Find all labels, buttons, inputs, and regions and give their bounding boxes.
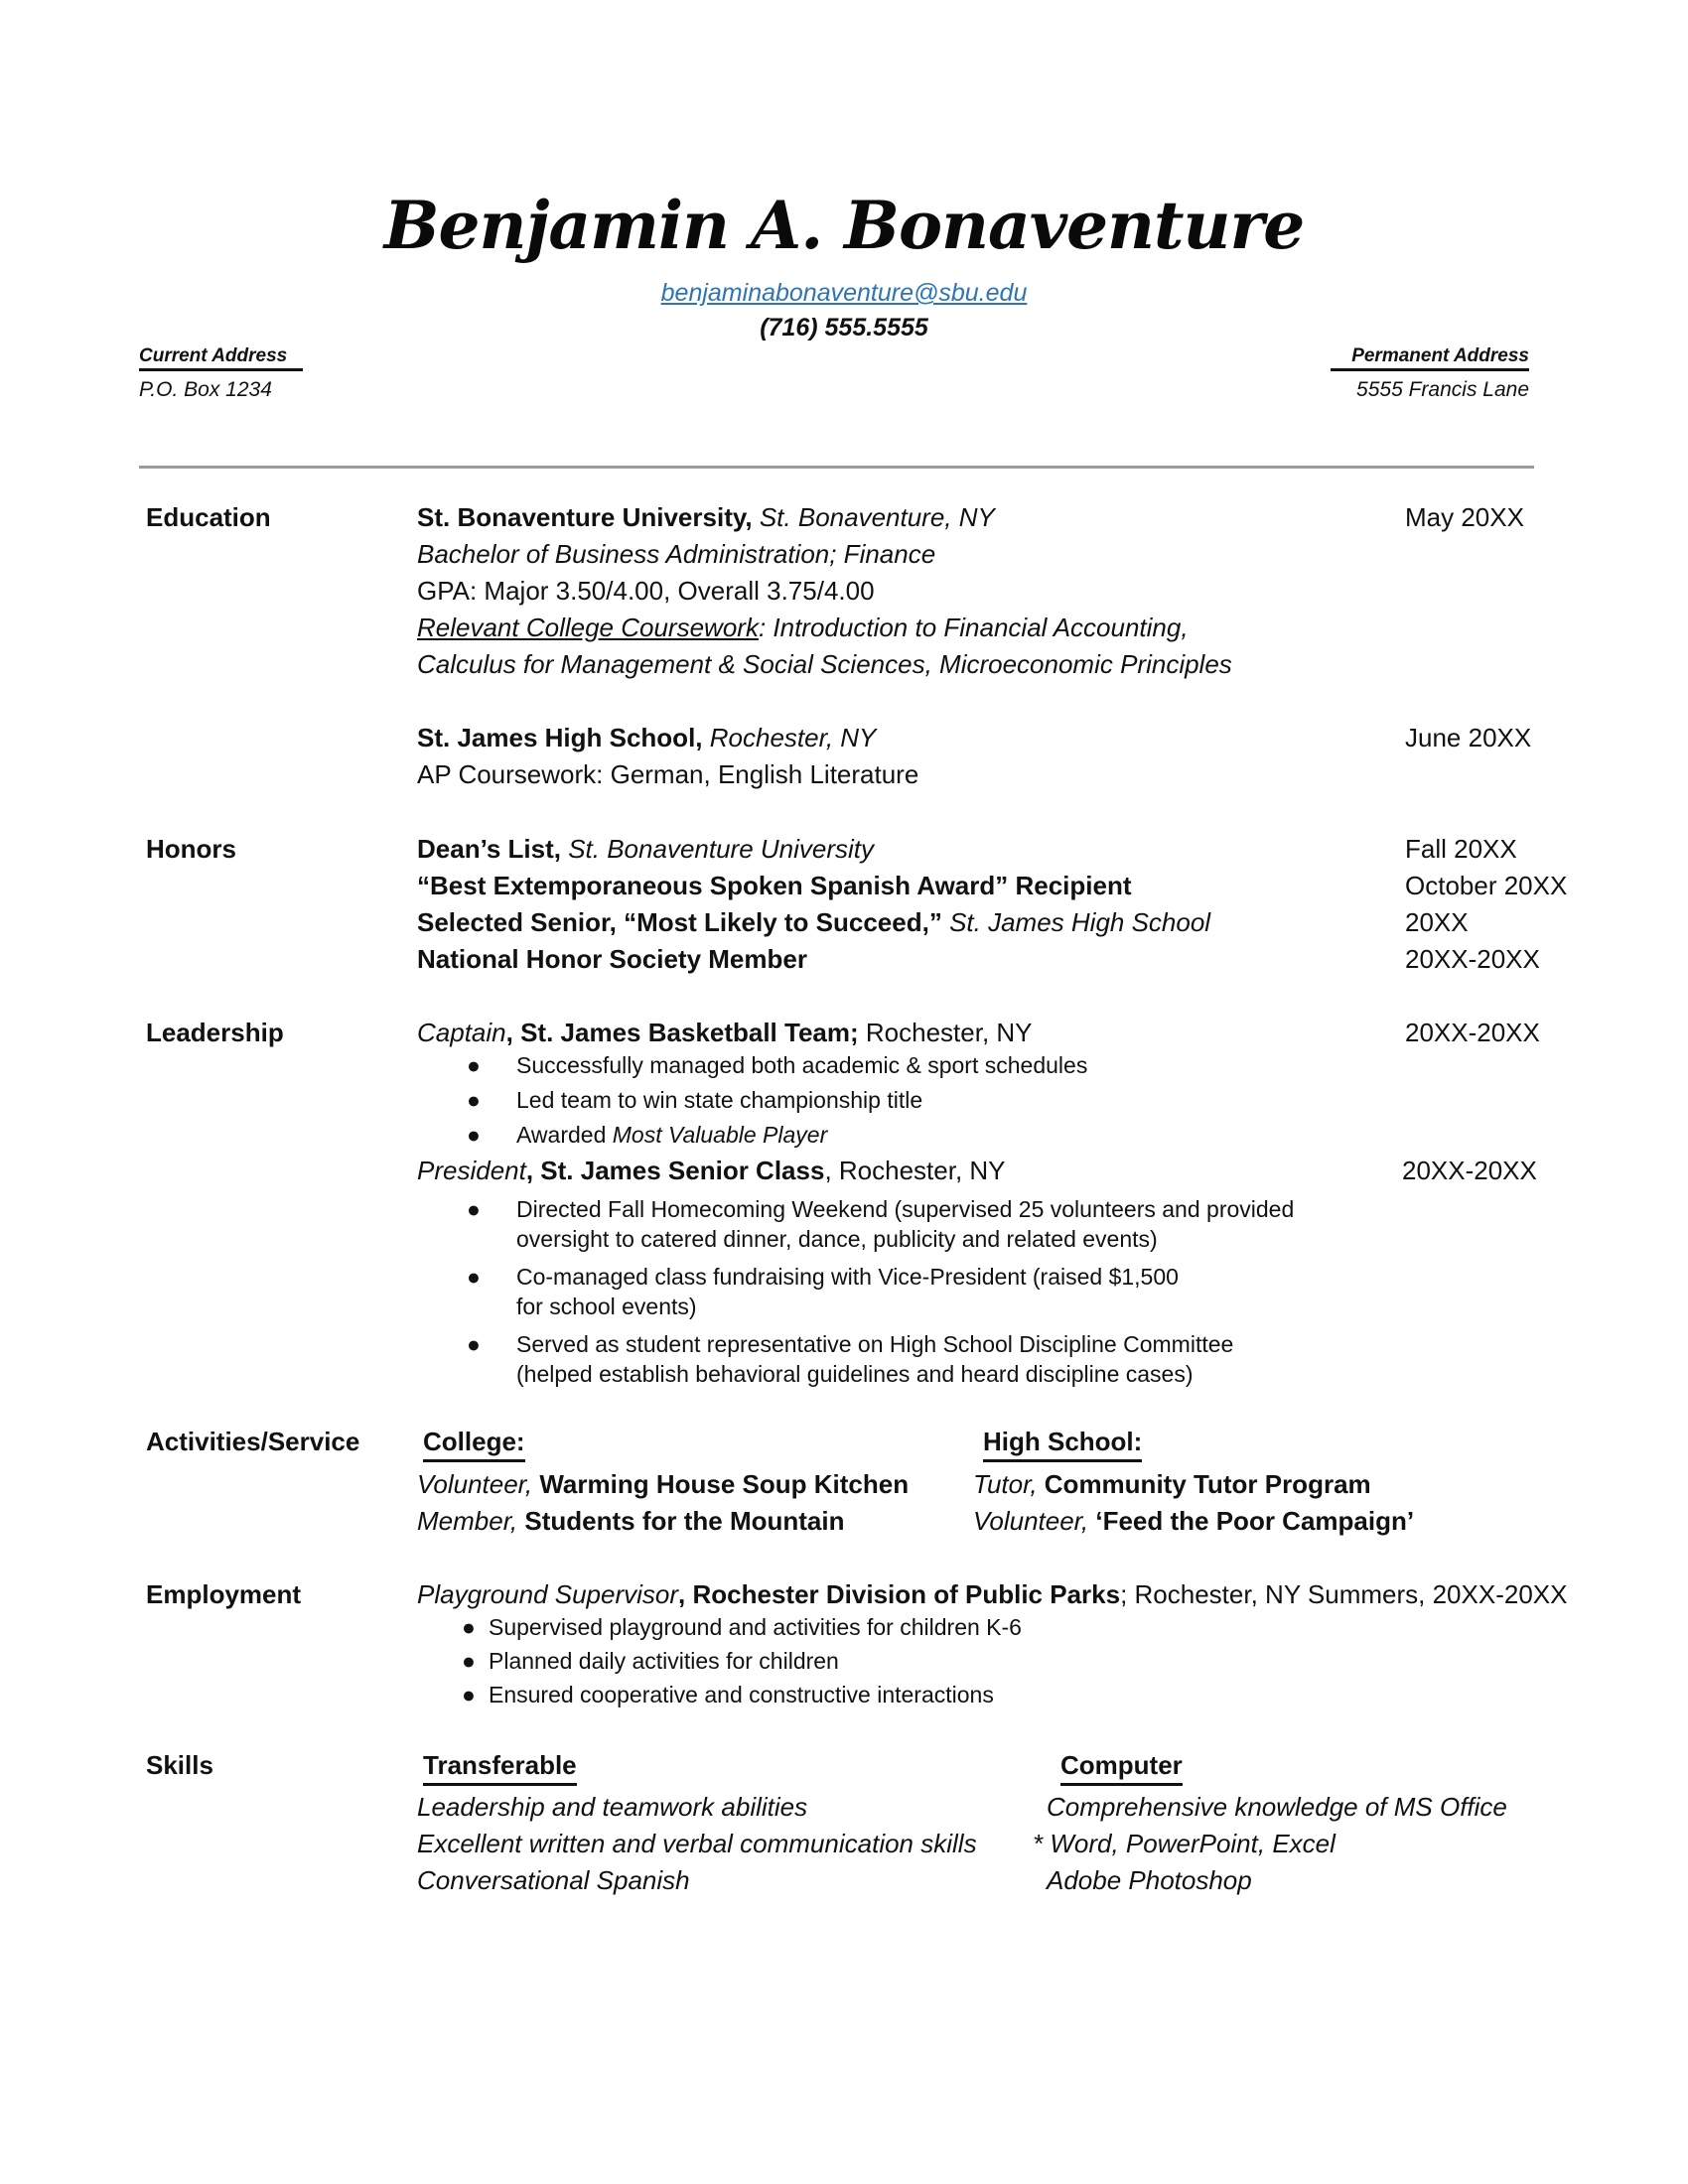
computer-skill: Comprehensive knowledge of MS Office (1047, 1792, 1507, 1822)
education-school-2 (417, 723, 876, 753)
leadership-bullet-cont: oversight to catered dinner, dance, publicity and related events) (516, 1226, 1158, 1252)
honor-detail: St. James High School (949, 907, 1211, 937)
honor-title: Dean’s List, (417, 834, 561, 864)
bullet-icon: ● (467, 1331, 481, 1357)
leadership-bullet (516, 1122, 827, 1149)
honor-item: National Honor Society Member (417, 944, 807, 974)
activity-org: ‘Feed the Poor Campaign’ (1095, 1506, 1415, 1536)
education-school-1 (417, 502, 995, 533)
school-location: Rochester, NY (709, 723, 877, 752)
header-divider (139, 466, 1534, 469)
activity-role: Volunteer, (973, 1506, 1089, 1536)
honor-item: “Best Extemporaneous Spoken Spanish Award” Recipient (417, 871, 1132, 900)
employer: Rochester Division of Public Parks (692, 1579, 1121, 1609)
ap-coursework: AP Coursework: German, English Literature (417, 759, 919, 789)
honor-date: October 20XX (1405, 871, 1568, 900)
bullet-icon: ● (467, 1052, 481, 1078)
coursework-label: Relevant College Coursework (417, 613, 759, 642)
honor-detail: St. Bonaventure University (568, 834, 875, 864)
education-date-1: May 20XX (1405, 502, 1524, 532)
email-link[interactable]: benjaminabonaventure@sbu.edu (660, 279, 1028, 307)
computer-skill: Adobe Photoshop (1047, 1865, 1252, 1895)
activity-org: Warming House Soup Kitchen (539, 1469, 910, 1499)
honor-date: 20XX (1405, 907, 1469, 937)
phone-number: (716) 555.5555 (760, 314, 928, 341)
leadership-bullet: Co-managed class fundraising with Vice-President (raised $1,500 (516, 1264, 1179, 1290)
section-label-activities: Activities/Service (146, 1427, 360, 1456)
college-heading: College: (423, 1427, 525, 1462)
activity-org: Community Tutor Program (1044, 1469, 1371, 1499)
permanent-address: 5555 Francis Lane (1356, 378, 1529, 401)
honor-date: 20XX-20XX (1405, 944, 1540, 974)
employment-bullet: Planned daily activities for children (489, 1648, 839, 1674)
bullet-icon: ● (467, 1196, 481, 1222)
honor-item (417, 834, 874, 865)
college-activity (417, 1506, 844, 1537)
bullet-italic: Most Valuable Player (612, 1122, 828, 1148)
gpa: GPA: Major 3.50/4.00, Overall 3.75/4.00 (417, 576, 875, 606)
activity-org: Students for the Mountain (524, 1506, 845, 1536)
bullet-icon: ● (462, 1614, 476, 1640)
employment-location-dates: ; Rochester, NY Summers, 20XX-20XX (1120, 1579, 1568, 1609)
role-title: Captain (417, 1018, 506, 1047)
section-label-skills: Skills (146, 1750, 213, 1780)
role-title: President (417, 1156, 526, 1185)
computer-skill: * Word, PowerPoint, Excel (1033, 1829, 1336, 1858)
honor-title: Selected Senior, “Most Likely to Succeed,” (417, 907, 942, 937)
leadership-date-1: 20XX-20XX (1405, 1018, 1540, 1047)
bullet-icon: ● (467, 1122, 481, 1148)
role-org: St. James Basketball Team; (520, 1018, 859, 1047)
bullet-icon: ● (462, 1682, 476, 1707)
current-address: P.O. Box 1234 (139, 378, 272, 401)
candidate-name: Benjamin A. Bonaventure (383, 187, 1305, 264)
transferable-skill: Excellent written and verbal communication skills (417, 1829, 977, 1858)
honor-date: Fall 20XX (1405, 834, 1517, 864)
section-label-leadership: Leadership (146, 1018, 284, 1047)
section-label-employment: Employment (146, 1579, 302, 1609)
school-location: St. Bonaventure, NY (759, 502, 995, 532)
role-location: Rochester, NY (858, 1018, 1033, 1047)
education-date-2: June 20XX (1405, 723, 1532, 752)
role-org: St. James Senior Class (540, 1156, 825, 1185)
section-label-honors: Honors (146, 834, 236, 864)
leadership-bullet: Successfully managed both academic & sport schedules (516, 1052, 1088, 1078)
employment-bullet: Ensured cooperative and constructive interactions (489, 1682, 994, 1707)
high-school-activity (973, 1469, 1371, 1500)
high-school-heading: High School: (983, 1427, 1142, 1462)
current-address-label: Current Address (139, 345, 303, 371)
transferable-skill: Conversational Spanish (417, 1865, 690, 1895)
transferable-skill: Leadership and teamwork abilities (417, 1792, 808, 1822)
leadership-date-2: 20XX-20XX (1402, 1156, 1537, 1185)
high-school-activity (973, 1506, 1414, 1537)
leadership-role-1: Captain, St. James Basketball Team; Rochester, NY (417, 1018, 1033, 1047)
employment-entry: Playground Supervisor, Rochester Division of Public Parks; Rochester, NY Summers, 20XX-20XX (417, 1579, 1568, 1609)
leadership-bullet: Directed Fall Homecoming Weekend (supervised 25 volunteers and provided (516, 1196, 1295, 1222)
job-title: Playground Supervisor (417, 1579, 679, 1609)
school-name: St. Bonaventure University, (417, 502, 753, 532)
permanent-address-label: Permanent Address (1331, 345, 1529, 371)
leadership-bullet-cont: for school events) (516, 1294, 697, 1319)
transferable-heading: Transferable (423, 1750, 577, 1786)
school-name: St. James High School, (417, 723, 703, 752)
email-line (0, 279, 1688, 308)
coursework-line-1 (417, 613, 1189, 643)
leadership-bullet-cont: (helped establish behavioral guidelines and heard discipline cases) (516, 1361, 1194, 1387)
activity-role: Member, (417, 1506, 518, 1536)
role-location: , Rochester, NY (824, 1156, 1006, 1185)
coursework-line-2: Calculus for Management & Social Sciences, Microeconomic Principles (417, 649, 1232, 679)
college-activity (417, 1469, 909, 1500)
coursework-text: : Introduction to Financial Accounting, (758, 613, 1189, 642)
degree: Bachelor of Business Administration; Finance (417, 539, 936, 569)
bullet-icon: ● (462, 1648, 476, 1674)
bullet-icon: ● (467, 1087, 481, 1113)
leadership-bullet: Served as student representative on High School Discipline Committee (516, 1331, 1234, 1357)
bullet-text: Awarded (516, 1122, 613, 1148)
leadership-bullet: Led team to win state championship title (516, 1087, 923, 1113)
employment-bullet: Supervised playground and activities for children K-6 (489, 1614, 1022, 1640)
bullet-icon: ● (467, 1264, 481, 1290)
section-label-education: Education (146, 502, 271, 532)
leadership-role-2: President, St. James Senior Class, Rochester, NY (417, 1156, 1006, 1185)
honor-item (417, 907, 1210, 938)
computer-heading: Computer (1060, 1750, 1183, 1786)
activity-role: Volunteer, (417, 1469, 533, 1499)
activity-role: Tutor, (973, 1469, 1038, 1499)
